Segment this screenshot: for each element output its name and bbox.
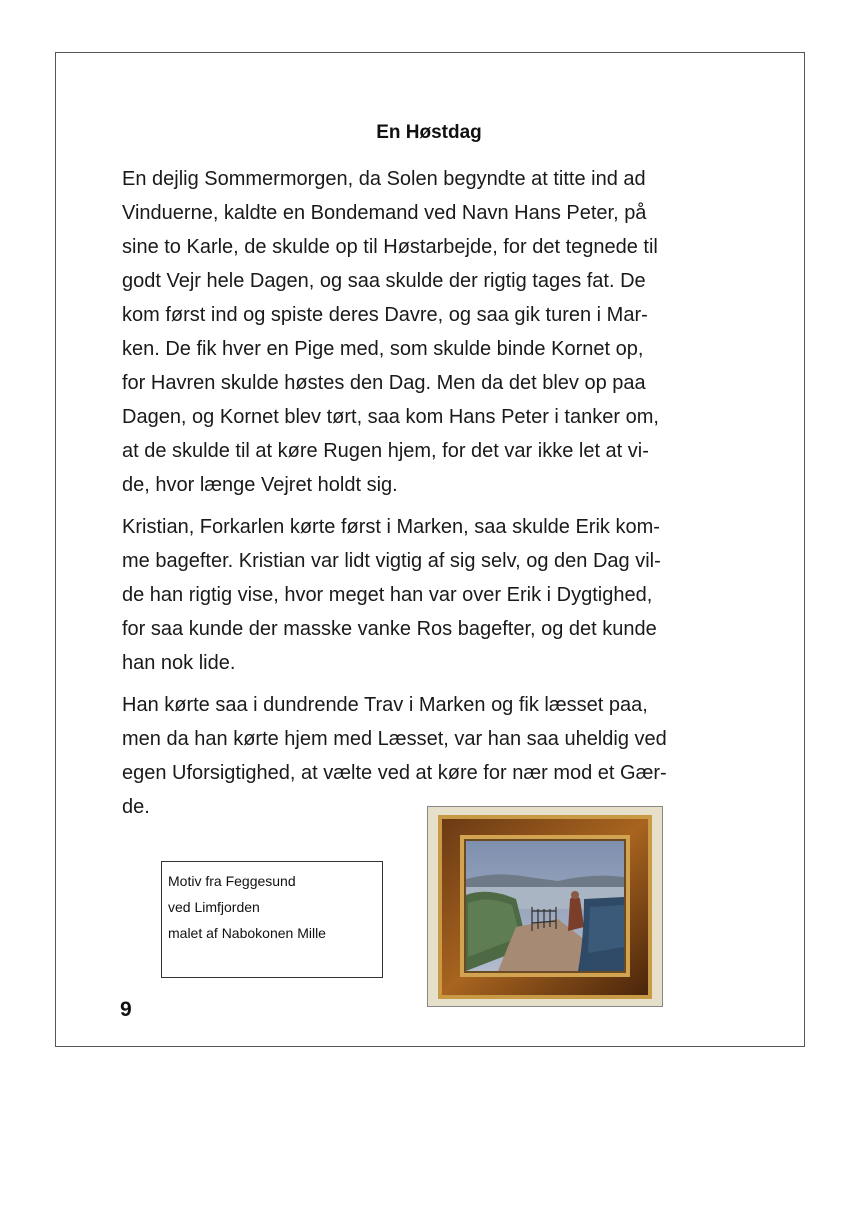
text-line: for saa kunde der masske vanke Ros bagefter, og det kunde [122, 618, 657, 640]
document-title: En Høstdag [376, 122, 482, 143]
paragraph-3 [122, 688, 722, 824]
text-line: En dejlig Sommermorgen, da Solen begyndte at titte ind ad [122, 168, 646, 190]
text-line: sine to Karle, de skulde op til Høstarbejde, for det tegnede til [122, 236, 658, 258]
text-line: Han kørte saa i dundrende Trav i Marken og fik læsset paa, [122, 694, 648, 716]
caption-line: malet af Nabokonen Mille [168, 925, 326, 941]
image-caption-box [161, 861, 383, 978]
body-text [122, 162, 722, 832]
framed-painting [427, 806, 663, 1007]
text-line: Kristian, Forkarlen kørte først i Marken, saa skulde Erik kom- [122, 516, 660, 538]
text-line: de han rigtig vise, hvor meget han var over Erik i Dygtighed, [122, 584, 653, 606]
paragraph-1 [122, 162, 722, 502]
text-line: godt Vejr hele Dagen, og saa skulde der rigtig tages fat. De [122, 270, 646, 292]
text-line: for Havren skulde høstes den Dag. Men da det blev op paa [122, 372, 646, 394]
caption-line: ved Limfjorden [168, 899, 260, 915]
paragraph-2 [122, 510, 722, 680]
text-line: at de skulde til at køre Rugen hjem, for det var ikke let at vi- [122, 440, 649, 462]
text-line: Vinduerne, kaldte en Bondemand ved Navn Hans Peter, på [122, 202, 647, 224]
page-number: 9 [120, 998, 132, 1021]
text-line: han nok lide. [122, 652, 236, 674]
text-line: me bagefter. Kristian var lidt vigtig af sig selv, og den Dag vil- [122, 550, 661, 572]
caption-line: Motiv fra Feggesund [168, 873, 296, 889]
text-line: ken. De fik hver en Pige med, som skulde binde Kornet op, [122, 338, 644, 360]
painting-illustration [428, 807, 662, 1006]
text-line: Dagen, og Kornet blev tørt, saa kom Hans Peter i tanker om, [122, 406, 659, 428]
text-line: kom først ind og spiste deres Davre, og saa gik turen i Mar- [122, 304, 648, 326]
text-line: men da han kørte hjem med Læsset, var han saa uheldig ved [122, 728, 667, 750]
text-line: egen Uforsigtighed, at vælte ved at køre for nær mod et Gær- [122, 762, 667, 784]
text-line: de, hvor længe Vejret holdt sig. [122, 474, 398, 496]
text-line: de. [122, 796, 150, 818]
